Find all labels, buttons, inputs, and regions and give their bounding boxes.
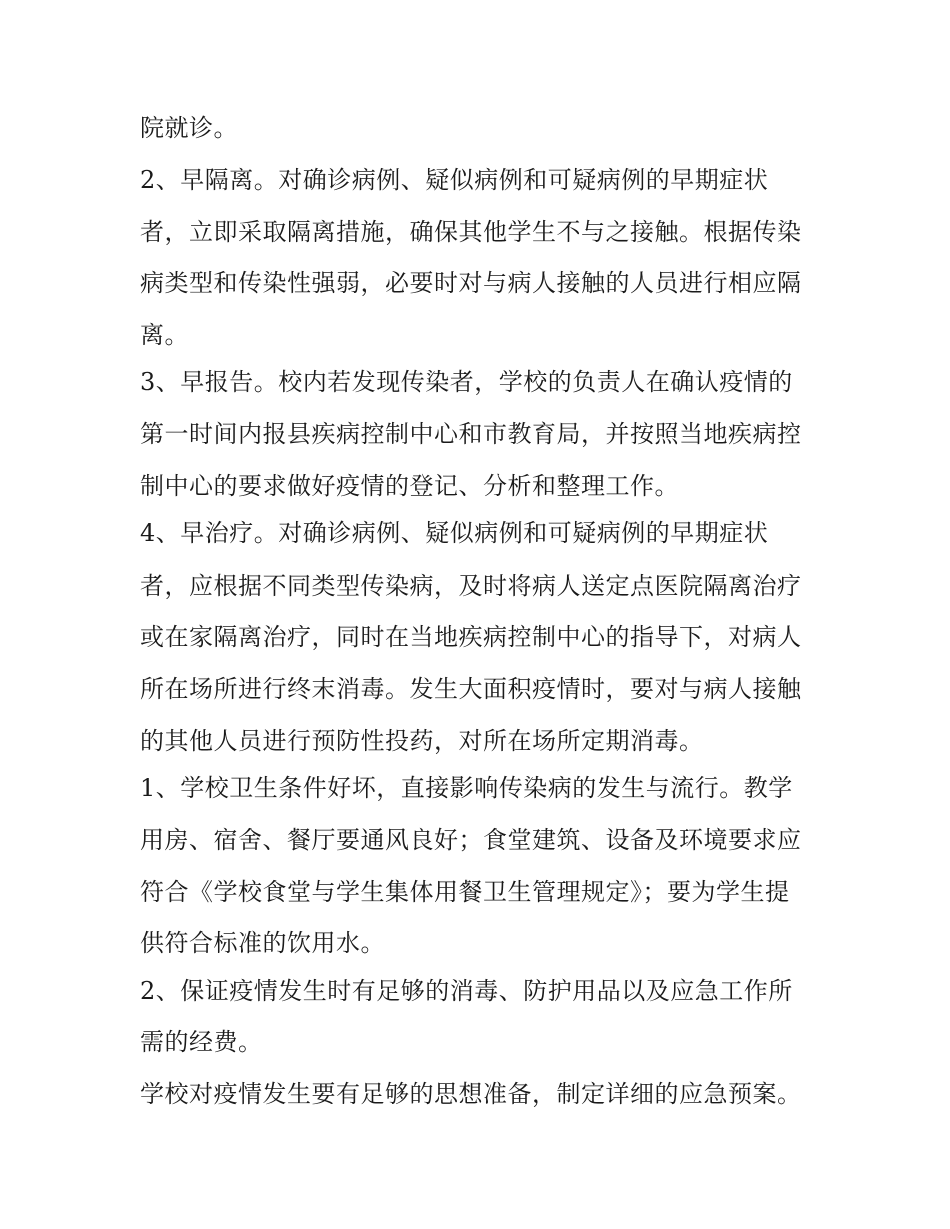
text-line: 需的经费。 xyxy=(140,1028,263,1056)
text-line: 第一时间内报县疾病控制中心和市教育局，并按照当地疾病控 xyxy=(140,420,802,448)
text-line: 离。 xyxy=(140,321,189,349)
text-line: 用房、宿舍、餐厅要通风良好；食堂建筑、设备及环境要求应 xyxy=(140,826,802,854)
text-line: 学校对疫情发生要有足够的思想准备，制定详细的应急预案。 xyxy=(140,1080,802,1108)
text-line: 3、早报告。校内若发现传染者，学校的负责人在确认疫情的 xyxy=(140,368,793,396)
text-line: 者，应根据不同类型传染病，及时将病人送定点医院隔离治疗 xyxy=(140,572,802,600)
text-line: 或在家隔离治疗，同时在当地疾病控制中心的指导下，对病人 xyxy=(140,623,802,651)
text-line: 1、学校卫生条件好坏，直接影响传染病的发生与流行。教学 xyxy=(140,774,793,802)
text-line: 的其他人员进行预防性投药，对所在场所定期消毒。 xyxy=(140,727,704,755)
text-line: 2、早隔离。对确诊病例、疑似病例和可疑病例的早期症状 xyxy=(140,166,769,194)
text-line: 供符合标准的饮用水。 xyxy=(140,929,385,957)
text-line: 所在场所进行终末消毒。发生大面积疫情时，要对与病人接触 xyxy=(140,675,802,703)
text-line: 2、保证疫情发生时有足够的消毒、防护用品以及应急工作所 xyxy=(140,977,793,1005)
text-line: 符合《学校食堂与学生集体用餐卫生管理规定》；要为学生提 xyxy=(140,878,790,906)
text-line: 制中心的要求做好疫情的登记、分析和整理工作。 xyxy=(140,472,679,500)
text-line: 院就诊。 xyxy=(140,114,238,142)
text-line: 4、早治疗。对确诊病例、疑似病例和可疑病例的早期症状 xyxy=(140,519,769,547)
text-line: 者，立即采取隔离措施，确保其他学生不与之接触。根据传染 xyxy=(140,218,802,246)
text-line: 病类型和传染性强弱，必要时对与病人接触的人员进行相应隔 xyxy=(140,269,802,297)
